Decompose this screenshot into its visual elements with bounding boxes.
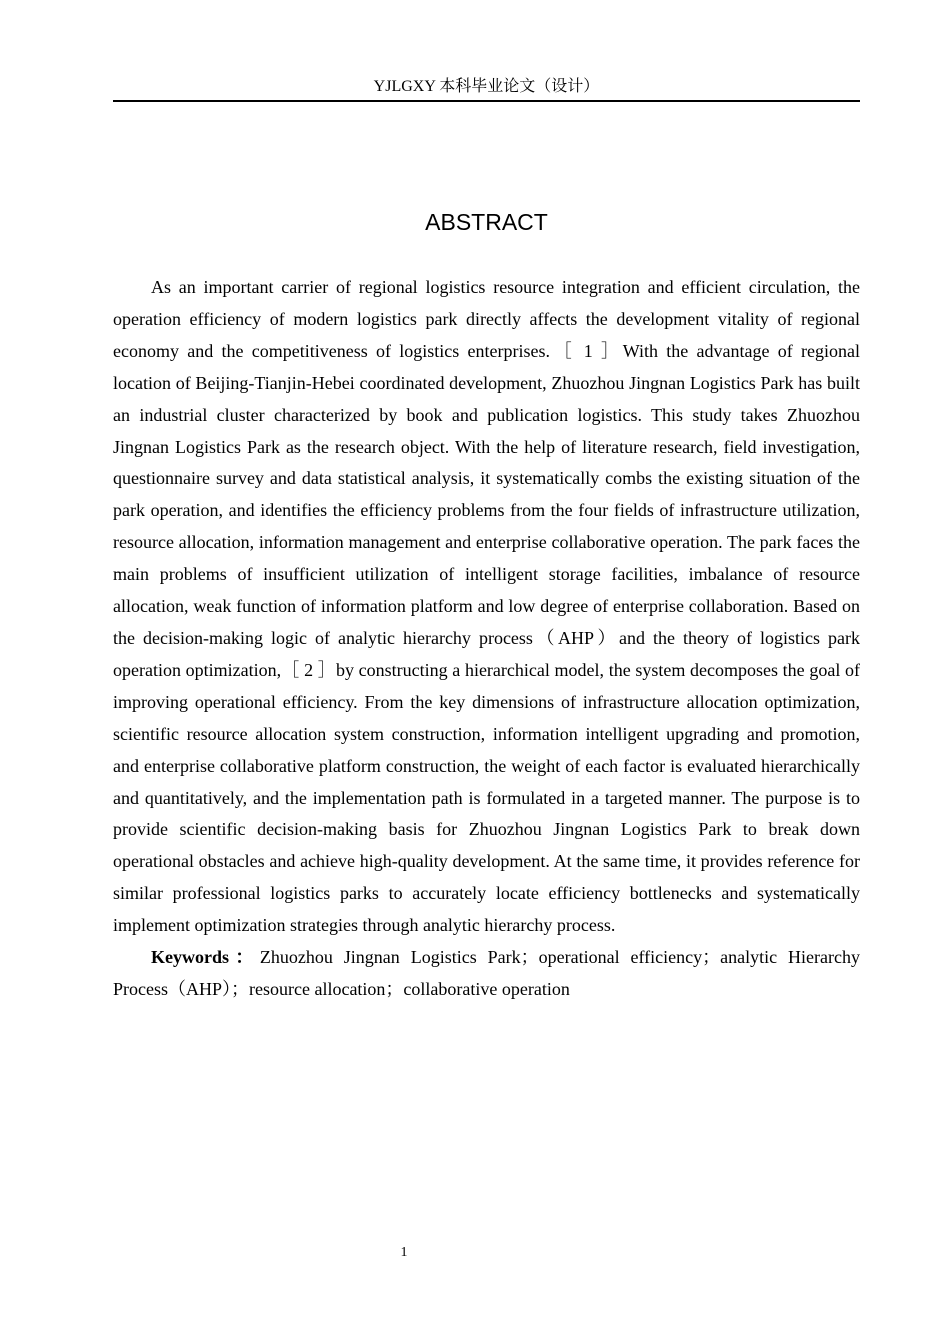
abstract-title: ABSTRACT xyxy=(425,209,548,235)
abstract-body xyxy=(113,272,860,1006)
keywords-text: Zhuozhou Jingnan Logistics Park；operational efficiency；analytic Hierarchy Process（AHP）；resource allocation；collaborative operation xyxy=(113,947,860,999)
keywords-paragraph xyxy=(113,942,860,1006)
keywords-label: Keywords： xyxy=(151,947,260,968)
page-header xyxy=(113,74,860,102)
abstract-paragraph: As an important carrier of regional logistics resource integration and efficient circulation, the operation efficiency of modern logistics park directly affects the development vitality of regional economy and the competitiveness of logistics enterprises.［ 1 ］With the advantage of regional location of Beijing-Tianjin-Hebei coordinated development, Zhuozhou Jingnan Logistics Park has built an industrial cluster characterized by book and publication logistics. This study takes Zhuozhou Jingnan Logistics Park as the research object. With the help of literature research, field investigation, questionnaire survey and data statistical analysis, it systematically combs the existing situation of the park operation, and identifies the efficiency problems from the four fields of infrastructure utilization, resource allocation, information management and enterprise collaborative operation. The park faces the main problems of insufficient utilization of intelligent storage facilities, imbalance of resource allocation, weak function of information platform and low degree of enterprise collaboration. Based on the decision-making logic of analytic hierarchy process（AHP）and the theory of logistics park operation optimization,［ 2 ］by constructing a hierarchical model, the system decomposes the goal of improving operational efficiency. From the key dimensions of infrastructure allocation optimization, scientific resource allocation system construction, information intelligent upgrading and promotion, and enterprise collaborative platform construction, the weight of each factor is evaluated hierarchically and quantitatively, and the implementation path is formulated in a targeted manner. The purpose is to provide scientific decision-making basis for Zhuozhou Jingnan Logistics Park to break down operational obstacles and achieve high-quality development. At the same time, it provides reference for similar professional logistics parks to accurately locate efficiency bottlenecks and systematically implement optimization strategies through analytic hierarchy process. xyxy=(113,277,860,936)
header-text: YJLGXY 本科毕业论文（设计） xyxy=(373,78,600,95)
page-number: 1 xyxy=(400,1245,408,1260)
